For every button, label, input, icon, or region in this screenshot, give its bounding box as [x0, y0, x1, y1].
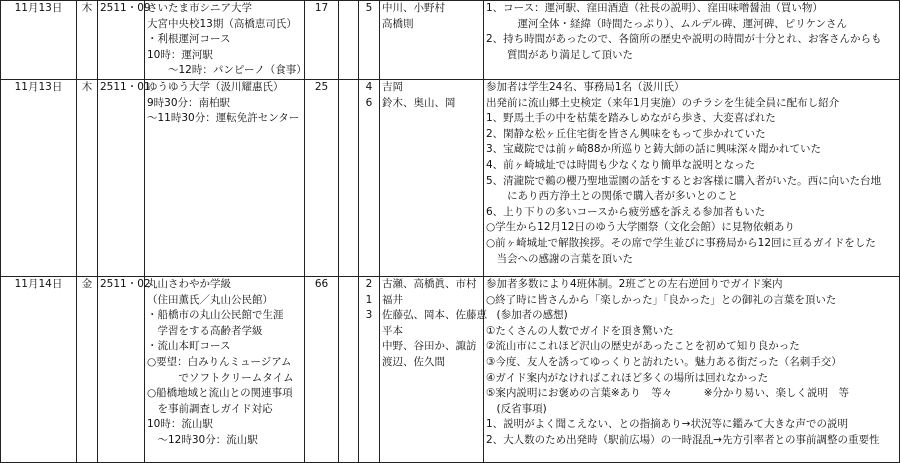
note-line: 1、野馬土手の中を枯葉を踏みしめながら歩き、大変喜ばれた: [486, 112, 776, 125]
note-line: 5、清瀧院で鵜の櫻乃聖地霊園の話をするとお客様に購入者がいた。西に向いた台地: [486, 174, 882, 187]
note-line: 2、持ち時間があったので、各箇所の歴史や説明の時間が十分とれ、お客さんからも: [486, 33, 882, 46]
notes-cell: [484, 277, 900, 463]
note-line: ③今度、友人を誘ってゆっくりと訪れたい。魅力ある街だった（名刺手交）: [486, 355, 842, 368]
guide-names-line: 吉岡: [382, 81, 403, 93]
course-line: 10時：運河駅: [147, 48, 213, 61]
guide-names-cell: [380, 80, 484, 277]
note-line: 6、上り下りの多いコースから疲労感を訴える参加者もいた: [486, 205, 766, 218]
guide-count: 3: [365, 309, 373, 322]
guide-count: 1: [365, 293, 373, 306]
course-line: ～12時：パンピーノ（食事）: [147, 64, 307, 77]
guide-names-cell: [380, 277, 487, 463]
course-line: ・船橋市の丸山公民館で生涯: [147, 309, 284, 322]
note-line: ○前ヶ崎城址で解散挨拶。その席で学生並びに事務局から12回に亘るガイドをした: [486, 236, 876, 249]
participants-cell: 17: [305, 1, 339, 80]
guides-count-cell: [359, 277, 380, 463]
weekday-cell: 金: [77, 277, 98, 463]
course-line: 10時：流山駅: [147, 418, 213, 431]
blank-cell: [339, 277, 359, 463]
guide-count: 2: [365, 278, 373, 290]
guide-count: 5: [365, 2, 373, 14]
note-line: 参加者は学生24名、事務局1名（汲川氏）: [486, 81, 685, 93]
note-line: 2、大人数のため出発時（駅前広場）の一時混乱→先方引率者との事前調整の重要性: [486, 433, 880, 446]
note-line: ○終了時に皆さんから「楽しかった」「良かった」との御礼の言葉を頂いた: [486, 293, 837, 306]
note-line: ⑤案内説明にお褒めの言葉※あり 等々 ※分かり易い、楽しく説明 等: [486, 387, 850, 400]
note-line: 当会への感謝の言葉を頂いた: [486, 252, 633, 265]
course-line: 学習をする高齢者学級: [147, 324, 263, 337]
course-line: ゆうゆう大学（汲川耀惠氏）: [147, 81, 284, 93]
note-line: ②流山市にこれほど沢山の歴史があったことを初めて知り良かった: [486, 340, 800, 353]
code-cell: 2511・09: [98, 1, 145, 80]
course-line: 9時30分：南柏駅: [147, 96, 231, 109]
course-line: ～12時30分：流山駅: [147, 433, 258, 446]
code-cell: 2511・02: [98, 277, 145, 463]
note-line: 4、前ヶ崎城址では時間も少なくなり簡単な説明となった: [486, 158, 756, 171]
note-line: 質問があり満足して頂いた: [486, 48, 633, 61]
course-line: ～11時30分：運転免許センター: [147, 112, 300, 125]
date-cell: 11月14日: [1, 277, 77, 463]
table-row: [1, 1, 900, 80]
note-line: 運河全体・経緯（時間たっぷり）、ムルデル碑、運河碑、ピリケンさん: [486, 17, 847, 30]
blank-cell: [339, 80, 359, 277]
guide-names-line: 渡辺、佐久間: [382, 355, 445, 368]
guide-names-line: 平本: [382, 324, 403, 337]
note-line: 2、閑静な松ヶ丘住宅街を皆さん興味をもって歩かれていた: [486, 127, 766, 140]
course-line: ○船橋地域と流山との関連事項: [147, 387, 293, 400]
guide-names-line: 高橋則: [382, 17, 414, 30]
guide-names-cell: [380, 1, 484, 80]
course-line: ・利根運河コース: [147, 33, 231, 46]
note-line: 1、説明がよく聞こえない、との指摘あり→状況等に鑑みて大きな声での説明: [486, 418, 848, 431]
note-line: (反省事項): [486, 402, 547, 415]
guide-names-line: 佐藤弘、岡本、佐藤恵: [382, 309, 487, 322]
note-line: 3、宝蔵院では前ヶ崎88か所巡りと鋳大師の話に興味深々聞かれていた: [486, 143, 822, 156]
course-cell: [145, 277, 305, 463]
date-cell: 11月13日: [1, 1, 77, 80]
guide-count: 4: [365, 81, 373, 93]
course-line: でソフトクリームタイム: [147, 371, 294, 384]
table-row: [1, 80, 900, 277]
course-cell: [145, 80, 305, 277]
note-line: にあり西方浄土との関係で購入者が多いとのこと: [486, 190, 738, 203]
date-cell: 11月13日: [1, 80, 77, 277]
course-line: ○要望：白みりんミュージアム: [147, 355, 292, 368]
note-line: (参加者の感想): [486, 309, 568, 322]
notes-cell: [484, 1, 900, 80]
guide-names-line: 古瀬、高橋眞、市村: [382, 278, 477, 290]
guide-count: 6: [365, 96, 373, 109]
participants-cell: 66: [305, 277, 339, 463]
guide-names-line: 中野、谷田か、諏訪: [382, 340, 477, 353]
course-line: ・流山本町コース: [147, 340, 231, 353]
blank-cell: [339, 1, 359, 80]
note-line: 出発前に流山郷土史検定（来年1月実施）のチラシを生徒全員に配布し紹介: [486, 96, 840, 109]
note-line: ①たくさんの人数でガイドを頂き驚いた: [486, 324, 674, 337]
weekday-cell: 木: [77, 1, 98, 80]
weekday-cell: 木: [77, 80, 98, 277]
course-line: さいたま市シニア大学: [147, 2, 252, 14]
code-cell: 2511・01: [98, 80, 145, 277]
guides-count-cell: [359, 1, 380, 80]
note-line: 1、コース：運河駅、窪田酒造（社長の説明）、窪田味噌醤油（買い物）: [486, 2, 823, 14]
guide-names-line: 鈴木、奥山、岡: [382, 96, 456, 109]
guide-names-line: 中川、小野村: [382, 2, 445, 14]
course-line: （住田薫氏／丸山公民館）: [147, 293, 273, 306]
note-line: ④ガイド案内がなければこれほど多くの場所は回れなかった: [486, 371, 769, 384]
course-line: 丸山さわやか学級: [147, 278, 231, 290]
guide-names-line: 福井: [382, 293, 403, 306]
course-line: を事前調査しガイド対応: [147, 402, 273, 415]
note-line: ○学生から12月12日のゆう大学園祭（文化会館）に見物依頼あり: [486, 221, 795, 234]
guides-count-cell: [359, 80, 380, 277]
note-line: 参加者多数により4班体制。2班ごとの左右逆回りでガイド案内: [486, 278, 783, 290]
course-line: 大宮中央校13期（高橋恵司氏）: [147, 17, 297, 30]
table-row: [1, 277, 900, 463]
notes-cell: [484, 80, 900, 277]
participants-cell: 25: [305, 80, 339, 277]
course-cell: [145, 1, 305, 80]
